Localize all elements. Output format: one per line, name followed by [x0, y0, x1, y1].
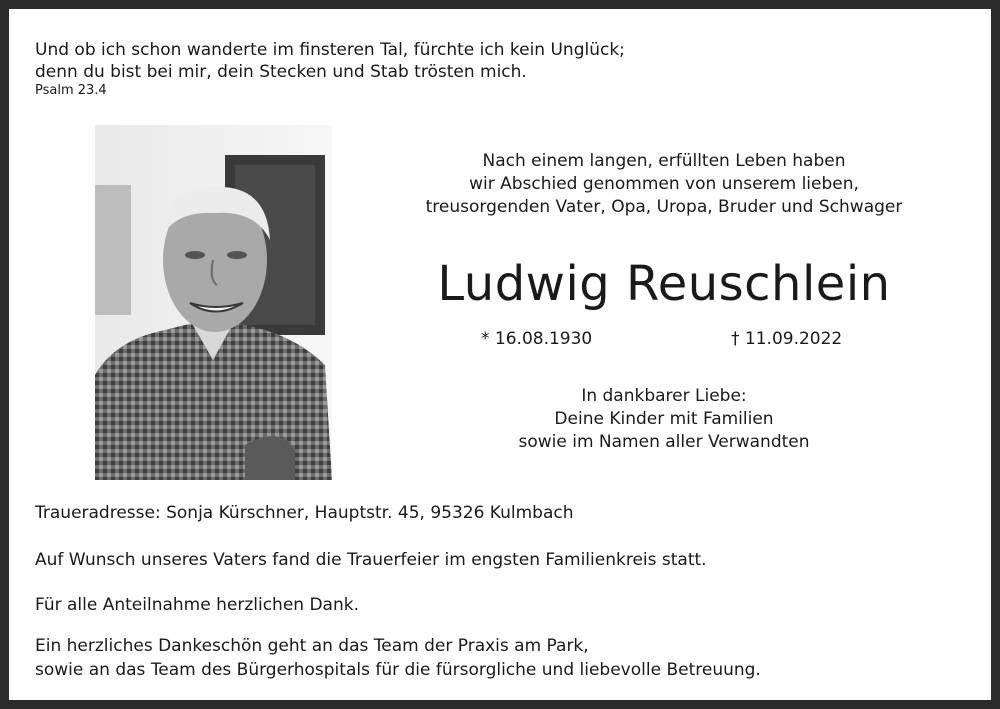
psalm-reference: Psalm 23.4: [35, 83, 107, 98]
signoff-line-2: Deine Kinder mit Familien: [554, 409, 774, 429]
signoff: [389, 385, 939, 454]
psalm-line-1: Und ob ich schon wanderte im finsteren Tal, fürchte ich kein Unglück;: [35, 40, 625, 60]
thanks-note: Für alle Anteilnahme herzlichen Dank.: [35, 595, 359, 615]
signoff-line-1: In dankbarer Liebe:: [581, 386, 747, 406]
intro-line-1: Nach einem langen, erfüllten Leben haben: [482, 151, 846, 171]
intro-line-3: treusorgenden Vater, Opa, Uropa, Bruder und Schwager: [425, 197, 903, 217]
death-date: † 11.09.2022: [731, 329, 843, 349]
mourning-address: Traueradresse: Sonja Kürschner, Hauptstr. 45, 95326 Kulmbach: [35, 503, 574, 523]
birth-date: * 16.08.1930: [481, 329, 593, 349]
special-thanks-line-1: Ein herzliches Dankeschön geht an das Team der Praxis am Park,: [35, 636, 589, 656]
announcement-intro: [389, 150, 939, 219]
deceased-name: Ludwig Reuschlein: [437, 256, 891, 312]
psalm-quote: [35, 39, 625, 99]
obituary-card: [9, 9, 991, 700]
portrait-photo: [95, 125, 332, 480]
psalm-line-2: denn du bist bei mir, dein Stecken und Stab trösten mich.: [35, 62, 527, 82]
special-thanks: [35, 634, 761, 682]
special-thanks-line-2: sowie an das Team des Bürgerhospitals für die fürsorgliche und liebevolle Betreuung.: [35, 660, 761, 680]
intro-line-2: wir Abschied genommen von unserem lieben,: [469, 174, 859, 194]
funeral-note: Auf Wunsch unseres Vaters fand die Trauerfeier im engsten Familienkreis statt.: [35, 550, 707, 570]
signoff-line-3: sowie im Namen aller Verwandten: [518, 432, 810, 452]
